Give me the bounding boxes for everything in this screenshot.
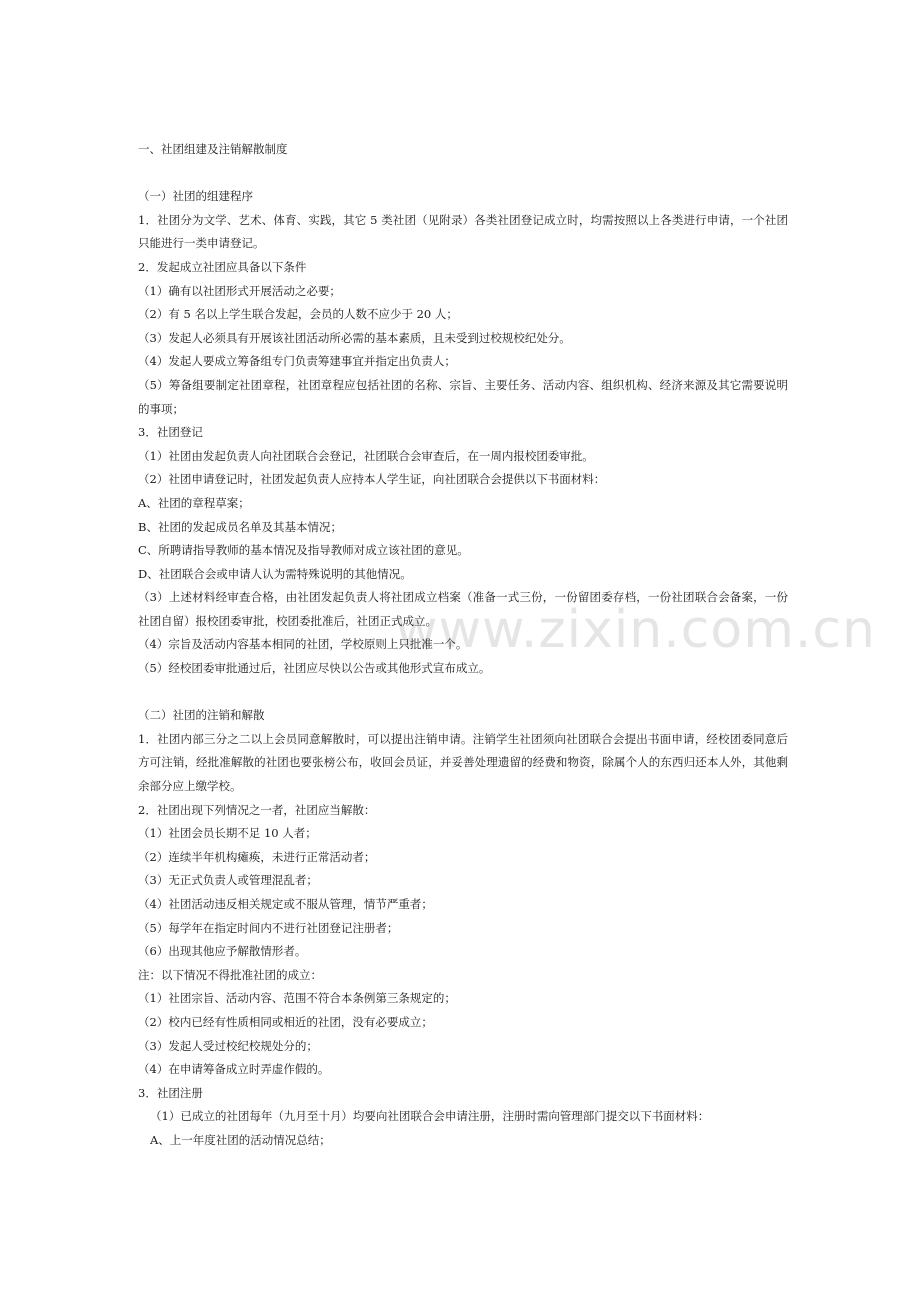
list-item: （4）宗旨及活动内容基本相同的社团，学校原则上只批准一个。 bbox=[138, 637, 468, 652]
list-item: （1）社团由发起负责人向社团联合会登记，社团联合会审查后，在一周内报校团委审批。 bbox=[138, 448, 594, 463]
list-item: （1）确有以社团形式开展活动之必要； bbox=[138, 283, 341, 298]
list-item: A、社团的章程草案； bbox=[138, 495, 250, 510]
paragraph: 1．社团分为文学、艺术、体育、实践，其它 5 类社团（见附录）各类社团登记成立时，均需按照以上各类进行申请，一个社团只能进行一类申请登记。 bbox=[138, 212, 788, 251]
document-body bbox=[138, 138, 788, 1153]
list-item: （5）每学年在指定时间内不进行社团登记注册者； bbox=[138, 920, 399, 935]
section-heading: （一）社团的组建程序 bbox=[138, 189, 253, 204]
list-item: （1）社团会员长期不足 10 人者； bbox=[138, 826, 317, 841]
list-item: （3）上述材料经审查合格，由社团发起负责人将社团成立档案（准备一式三份，一份留团委存档，一份社团联合会备案，一份社团自留）报校团委审批，校团委批准后，社团正式成立。 bbox=[138, 590, 788, 628]
list-item: （4）在申请筹备成立时弄虚作假的。 bbox=[138, 1062, 330, 1077]
subheading: 3．社团注册 bbox=[138, 1085, 203, 1100]
list-item: （2）社团申请登记时，社团发起负责人应持本人学生证，向社团联合会提供以下书面材料： bbox=[138, 472, 606, 487]
watermark: www.zixin.com.cn bbox=[395, 600, 876, 660]
paragraph: 1．社团内部三分之二以上会员同意解散时，可以提出注销申请。注销学生社团须向社团联合会提出书面申请，经校团委同意后方可注销，经批准解散的社团也要张榜公布，收回会员证，并妥善处理遗留的经费和物资，除属个人的东西归还本人外，其他剩余部分应上缴学校。 bbox=[138, 731, 788, 794]
list-item: （3）无正式负责人或管理混乱者； bbox=[138, 873, 318, 888]
list-item: （1）社团宗旨、活动内容、范围不符合本条例第三条规定的； bbox=[138, 991, 456, 1006]
list-item: （2）校内已经有性质相同或相近的社团，没有必要成立； bbox=[138, 1014, 433, 1029]
subheading: 3．社团登记 bbox=[138, 425, 203, 440]
subheading: 2．社团出现下列情况之一者，社团应当解散： bbox=[138, 802, 376, 817]
subheading: 2．发起成立社团应具备以下条件 bbox=[138, 259, 307, 274]
list-item: （3）发起人必须具有开展该社团活动所必需的基本素质，且未受到过校规校纪处分。 bbox=[138, 330, 571, 345]
list-item: （5）经校团委审批通过后，社团应尽快以公告或其他形式宣布成立。 bbox=[138, 661, 491, 676]
list-item: （2）有 5 名以上学生联合发起，会员的人数不应少于 20 人； bbox=[138, 307, 458, 322]
list-item: C、所聘请指导教师的基本情况及指导教师对成立该社团的意见。 bbox=[138, 543, 469, 558]
list-item: （2）连续半年机构瘫痪，未进行正常活动者； bbox=[138, 849, 376, 864]
list-item: （4）社团活动违反相关规定或不服从管理，情节严重者； bbox=[138, 897, 433, 911]
list-item: （6）出现其他应予解散情形者。 bbox=[138, 944, 307, 959]
list-item: A、上一年度社团的活动情况总结； bbox=[150, 1132, 331, 1147]
list-item: （5）筹备组要制定社团章程，社团章程应包括社团的名称、宗旨、主要任务、活动内容、组织机构、经济来源及其它需要说明的事项； bbox=[138, 377, 788, 416]
list-item: （4）发起人要成立筹备组专门负责筹建事宜并指定出负责人； bbox=[138, 354, 456, 369]
list-item: D、社团联合会或申请人认为需特殊说明的其他情况。 bbox=[138, 566, 412, 581]
note: 注：以下情况不得批准社团的成立： bbox=[138, 967, 322, 982]
section-heading: （二）社团的注销和解散 bbox=[138, 708, 265, 723]
list-item: （3）发起人受过校纪校规处分的； bbox=[138, 1038, 318, 1053]
list-item: （1）已成立的社团每年（九月至十月）均要向社团联合会申请注册，注册时需向管理部门提交以下书面材料： bbox=[150, 1109, 710, 1124]
list-item: B、社团的发起成员名单及其基本情况； bbox=[138, 519, 342, 534]
document-title: 一、社团组建及注销解散制度 bbox=[138, 142, 288, 156]
